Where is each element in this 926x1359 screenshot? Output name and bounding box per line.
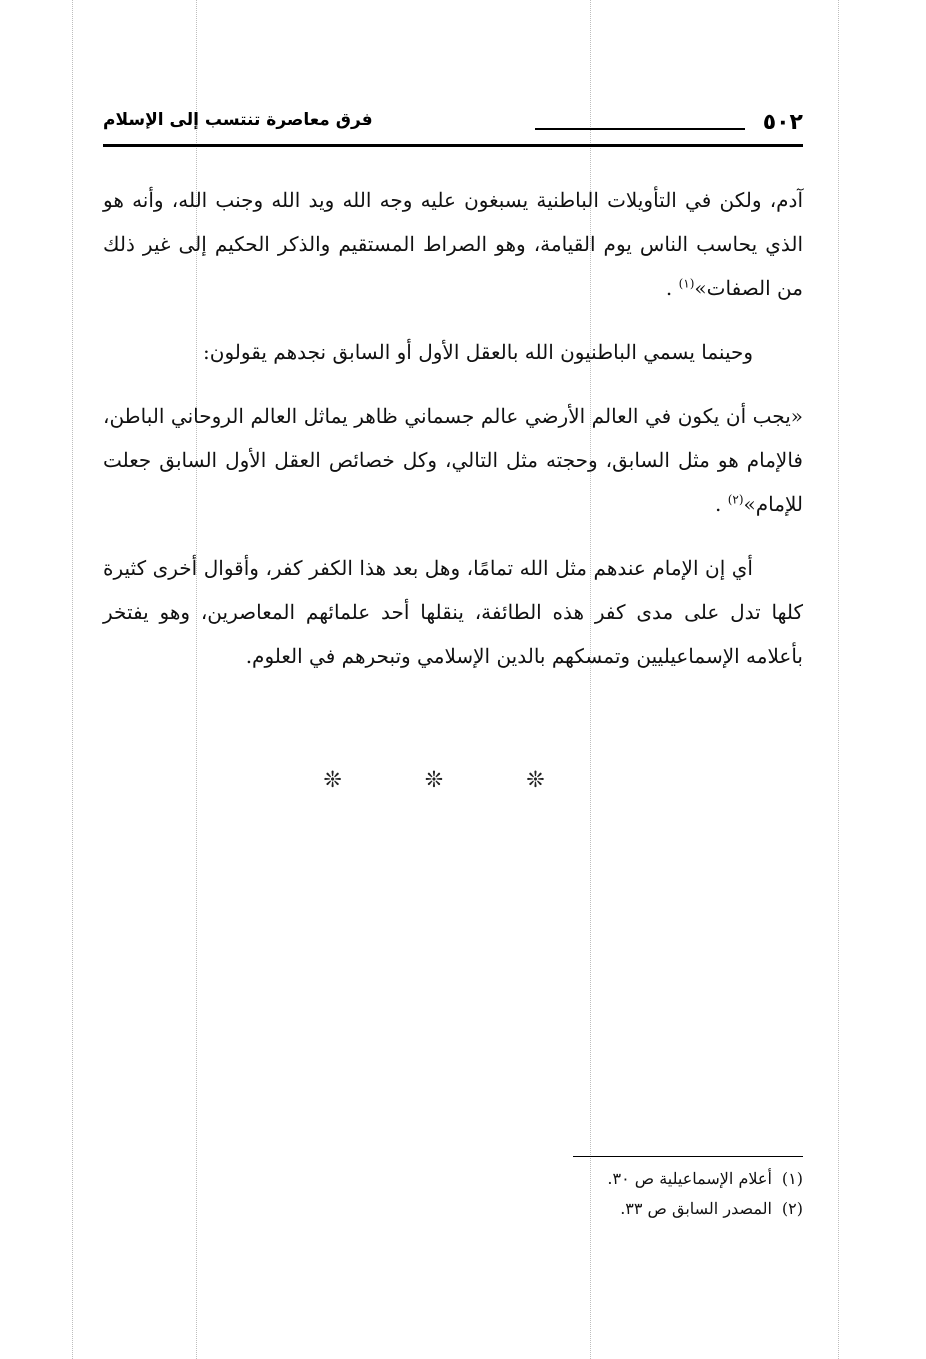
footnotes [403,1164,803,1224]
scan-dotted-line [72,0,73,1359]
footnote-item: (٢)المصدر السابق ص ٣٣. [620,1199,803,1218]
footnote-ref: (٢) [727,492,744,507]
footnote-ref: (١) [678,276,695,291]
footnote-divider [573,1156,803,1157]
scan-dotted-line [838,0,839,1359]
header-divider [103,144,803,147]
section-separator: ❊ ❊ ❊ [323,768,583,793]
paragraph: آدم، ولكن في التأويلات الباطنية يسبغون عليه وجه الله ويد الله وجنب الله، وأنه هو الذي يحاسب الناس يوم القيامة، وهو الصراط المستقيم والذكر الحكيم إلى غير ذلك من الصفات»$^{(١)}$ . [103,188,803,300]
paragraph: أي إن الإمام عندهم مثل الله تمامًا، وهل بعد هذا الكفر كفر، وأقوال أخرى كثيرة كلها تدل على مدى كفر هذه الطائفة، ينقلها أحد علمائهم المعاصرين، وهو يفتخر بأعلامه الإسماعيليين وتمسكهم بالدين الإسلامي وتبحرهم في العلوم. [103,556,803,668]
running-title: فرق معاصرة تنتسب إلى الإسلام [103,110,373,130]
page-header [103,104,803,148]
body-text [103,178,803,698]
header-divider-short [535,128,745,130]
quote-paragraph: «يجب أن يكون في العالم الأرضي عالم جسماني ظاهر يماثل العالم الروحاني الباطن، فالإمام هو مثل السابق، وحجته مثل التالي، وكل خصائص العقل الأول السابق جعلت للإمام»$^{(٢)}$ . [103,404,803,516]
footnote-item: (١)أعلام الإسماعيلية ص ٣٠. [607,1169,803,1188]
page-number: ٥٠٢ [762,110,803,135]
paragraph: وحينما يسمي الباطنيون الله بالعقل الأول أو السابق نجدهم يقولون: [203,340,753,364]
